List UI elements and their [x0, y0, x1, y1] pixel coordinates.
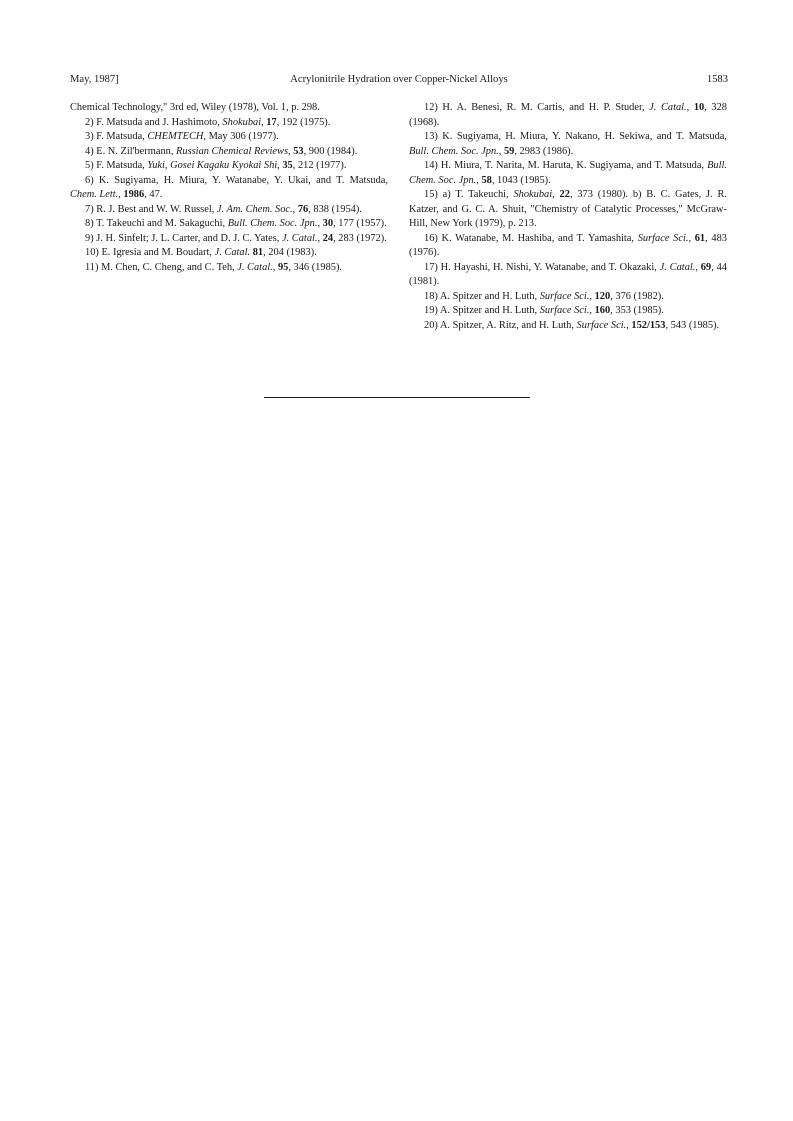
reference-text: 5) F. Matsuda, [85, 160, 148, 171]
running-head-date: May, 1987] [70, 74, 119, 85]
reference-journal: J. Catal. [237, 261, 273, 273]
reference-text: , 283 (1972). [333, 232, 387, 244]
reference-text: , [277, 160, 283, 171]
reference-text: , [292, 203, 298, 215]
reference-text: , [589, 290, 595, 302]
reference-entry [70, 246, 388, 261]
reference-text: 19) A. Spitzer and H. Luth, [424, 305, 540, 316]
reference-text: 6) K. Sugiyama, H. Miura, Y. Watanabe, Y. Ukai, and T. Matsuda, [85, 174, 388, 186]
reference-text: , [688, 232, 695, 244]
reference-entry [70, 232, 388, 247]
reference-journal: Shokubai [513, 189, 553, 200]
reference-text: , May 306 (1977). [203, 131, 279, 142]
reference-text: Chemical Technology," 3rd ed, Wiley (1978), Vol. 1, p. 298. [70, 102, 320, 113]
reference-entry [409, 159, 727, 188]
reference-text: 13) K. Sugiyama, H. Miura, Y. Nakano, H. Sekiwa, and T. Matsuda, [424, 131, 727, 142]
reference-volume: 120 [594, 290, 611, 302]
reference-text: , 483 (1976). [409, 232, 728, 258]
reference-entry [70, 159, 388, 174]
reference-volume: 53 [293, 145, 304, 157]
reference-volume: 24 [322, 232, 334, 244]
reference-text: , 1043 (1985). [491, 174, 551, 186]
reference-volume: 22 [559, 189, 570, 200]
reference-journal: Surface Sci. [637, 232, 689, 244]
reference-text: , 212 (1977). [292, 160, 347, 171]
reference-text: , [272, 261, 278, 273]
reference-text: , 44 (1981). [409, 261, 727, 287]
reference-entry [70, 174, 388, 203]
reference-entry [409, 261, 727, 290]
reference-text: , 328 (1968). [409, 102, 727, 128]
reference-journal: Surface Sci. [576, 319, 627, 331]
reference-entry [409, 101, 727, 130]
reference-text: , [626, 319, 632, 331]
reference-volume: 10 [693, 102, 705, 113]
reference-text: 14) H. Miura, T. Narita, M. Haruta, K. Sugiyama, and T. Matsuda, [424, 160, 708, 171]
reference-volume: 69 [700, 261, 712, 273]
reference-text: 12) H. A. Benesi, R. M. Cartis, and H. P. Studer, [424, 102, 650, 113]
reference-text: 9) J. H. Sinfelt; J. L. Carter, and D. J. C. Yates, [85, 232, 282, 244]
reference-text: , [317, 232, 323, 244]
reference-entry [409, 232, 727, 261]
reference-text: , 838 (1954). [308, 203, 362, 215]
reference-volume: 160 [594, 305, 611, 316]
reference-volume: 152/153 [631, 319, 666, 331]
reference-journal: Bull. Chem. Soc. Jpn. [409, 145, 499, 157]
reference-text: , [686, 102, 694, 113]
reference-text: , 373 (1980). b) B. C. Gates, J. R. Katzer, and G. C. A. Shuit, "Chemistry of Catalytic Processes," McGraw-Hill, New York (1979), p. 213. [409, 189, 727, 229]
reference-entry [409, 290, 727, 305]
reference-journal: Shokubai [222, 116, 262, 128]
reference-volume: 35 [282, 160, 293, 171]
reference-text: 2) F. Matsuda and J. Hashimoto, [85, 116, 223, 128]
reference-text: , 543 (1985). [665, 319, 720, 331]
reference-volume: 30 [322, 218, 334, 229]
reference-text: , 177 (1957). [333, 218, 387, 229]
reference-volume: 81 [252, 247, 264, 258]
reference-entry [70, 101, 388, 116]
reference-journal: CHEMTECH [147, 131, 204, 142]
reference-entry [70, 217, 388, 232]
reference-text: , [695, 261, 701, 273]
reference-entry [70, 116, 388, 131]
reference-text: , 900 (1984). [303, 145, 358, 157]
reference-text: 18) A. Spitzer and H. Luth, [424, 290, 540, 302]
reference-text: , [498, 145, 504, 157]
reference-journal: Surface Sci. [539, 305, 590, 316]
reference-journal: Bull. Chem. Soc. Jpn. [409, 160, 727, 186]
reference-text: 15) a) T. Takeuchi, [424, 189, 514, 200]
reference-text: , 204 (1983). [263, 247, 317, 258]
reference-journal: Bull. Chem. Soc. Jpn. [227, 218, 318, 229]
reference-volume: 59 [503, 145, 515, 157]
reference-entry [409, 130, 727, 159]
reference-entry [70, 130, 388, 145]
reference-journal: Chem. Lett. [70, 189, 119, 200]
reference-text: , [261, 116, 267, 128]
reference-journal: J. Am. Chem. Soc. [216, 203, 293, 215]
reference-text: , 47. [144, 189, 163, 200]
references-left-column [70, 101, 388, 275]
reference-text: , [476, 174, 482, 186]
page-number: 1583 [706, 74, 728, 85]
references-right-column [409, 101, 727, 333]
reference-entry [409, 304, 727, 319]
reference-journal: J. Catal. [214, 247, 251, 258]
reference-text: 20) A. Spitzer, A. Ritz, and H. Luth, [424, 319, 577, 331]
reference-text: 7) R. J. Best and W. W. Russel, [85, 203, 217, 215]
reference-text: 10) E. Igresia and M. Boudart, [85, 247, 215, 258]
reference-text: , [118, 189, 124, 200]
reference-journal: J. Catal. [659, 261, 696, 273]
reference-text: , 353 (1985). [610, 305, 664, 316]
reference-entry [409, 319, 727, 334]
reference-volume: 17 [266, 116, 277, 128]
end-of-article-rule [264, 397, 530, 398]
reference-text: 17) H. Hayashi, H. Nishi, Y. Watanabe, and T. Okazaki, [424, 261, 660, 273]
reference-text: , 192 (1975). [276, 116, 331, 128]
reference-entry [409, 188, 727, 232]
reference-journal: Yuki, Gosei Kagaku Kyokai Shi [147, 160, 278, 171]
reference-text: , [288, 145, 294, 157]
reference-text: , [589, 305, 595, 316]
reference-journal: J. Catal. [282, 232, 318, 244]
reference-volume: 76 [297, 203, 309, 215]
reference-text: , [552, 189, 560, 200]
reference-entry [70, 203, 388, 218]
reference-text: , 346 (1985). [288, 261, 343, 273]
reference-text: , [317, 218, 323, 229]
reference-text: , 376 (1982). [610, 290, 664, 302]
reference-text: 8) T. Takeuchi and M. Sakaguchi, [85, 218, 228, 229]
reference-volume: 1986 [123, 189, 145, 200]
reference-text: , 2983 (1986). [514, 145, 574, 157]
reference-text: 16) K. Watanabe, M. Hashiba, and T. Yamashita, [424, 232, 638, 244]
reference-volume: 95 [277, 261, 289, 273]
reference-journal: Russian Chemical Reviews [176, 145, 289, 157]
reference-text: 11) M. Chen, C. Cheng, and C. Teh, [85, 261, 238, 273]
reference-text: 3) F. Matsuda, [85, 131, 148, 142]
reference-journal: Surface Sci. [539, 290, 590, 302]
running-head-title: Acrylonitrile Hydration over Copper-Nickel Alloys [290, 74, 508, 85]
reference-volume: 58 [481, 174, 492, 186]
reference-volume: 61 [694, 232, 706, 244]
reference-entry [70, 145, 388, 160]
reference-entry [70, 261, 388, 276]
reference-text: 4) E. N. Zil'bermann, [85, 145, 177, 157]
reference-journal: J. Catal. [649, 102, 687, 113]
